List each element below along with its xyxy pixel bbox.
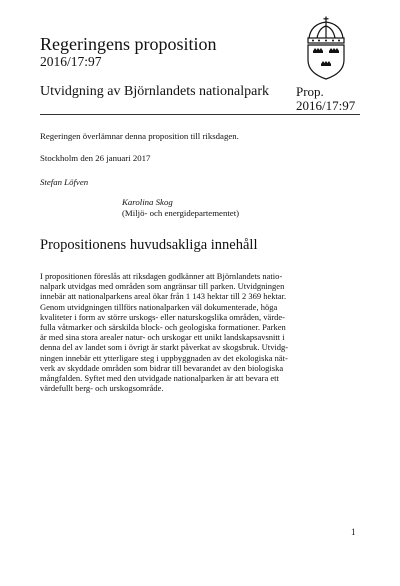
prop-label: Prop. xyxy=(296,84,324,99)
body-line: nalpark utvidgas med områden som angränsar till parken. Utvidgningen xyxy=(40,281,285,292)
section-heading: Propositionens huvudsakliga innehåll xyxy=(40,237,258,253)
prop-number: 2016/17:97 xyxy=(296,98,356,113)
body-line: är med sina stora arealer natur- och urskogar ett unikt landskapsavsnitt i xyxy=(40,332,285,343)
document-number: 2016/17:97 xyxy=(40,54,102,69)
page-number: 1 xyxy=(351,527,356,537)
body-line: innebär att nationalparkens areal ökar från 1 143 hektar till 2 369 hektar. xyxy=(40,291,287,302)
body-line: Genom utvidgningen tillförs nationalparken väl dokumenterade, höga xyxy=(40,301,278,312)
proposition-subtitle: Utvidgning av Björnlandets nationalpark xyxy=(40,84,270,99)
header-divider xyxy=(40,114,360,115)
body-line: kvaliteter i form av större urskogs- eller naturskogslika områden, värde- xyxy=(40,311,286,322)
ministry-name: (Miljö- och energidepartementet) xyxy=(122,208,240,218)
royal-crown-crest-icon xyxy=(297,16,355,80)
body-line: mångfalden. Syftet med den utvidgade nationalparken är att bevara ett xyxy=(40,373,279,384)
body-line: värdefullt berg- och urskogsområde. xyxy=(40,383,164,394)
minister-signature: Karolina Skog xyxy=(122,197,173,207)
prime-minister-signature: Stefan Löfven xyxy=(40,177,89,187)
body-line: denna del av landet som i övrigt är starkt påverkat av skogsbruk. Utvidg- xyxy=(40,342,289,353)
intro-statement: Regeringen överlämnar denna proposition till riksdagen. xyxy=(40,131,239,141)
body-line: I propositionen föreslås att riksdagen godkänner att Björnlandets natio- xyxy=(40,271,283,281)
section-body xyxy=(40,271,360,393)
body-line: verk av skyddade områden som bidrar till bevarandet av den biologiska xyxy=(40,362,284,373)
body-line: ningen innebär ett ytterligare steg i uppbyggnaden av det ekologiska nät- xyxy=(40,352,288,363)
document-type-title: Regeringens proposition xyxy=(40,34,217,54)
place-date: Stockholm den 26 januari 2017 xyxy=(40,153,151,163)
body-line: fulla våtmarker och särskilda block- och geologiska formationer. Parken xyxy=(40,322,286,333)
